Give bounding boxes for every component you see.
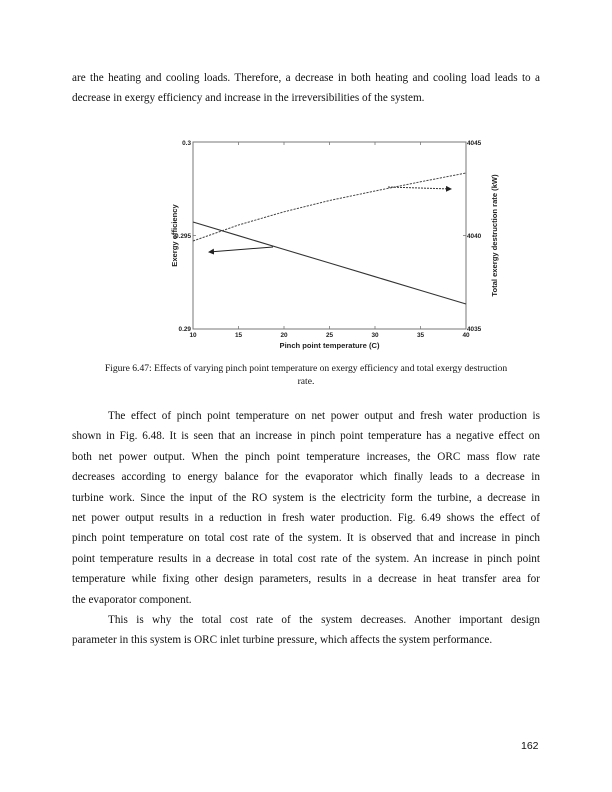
text-line: are the heating and cooling loads. Therefore, a decrease in both heating and cooling load leads to a (72, 72, 540, 84)
text-line: the evaporator component. (72, 593, 192, 606)
y-tick-label: 0.3 (182, 140, 191, 147)
x-tick-label: 20 (280, 332, 288, 339)
text-line: pinch point temperature on total cost rate of the system. It is observed that and increase in pinch (72, 532, 540, 545)
figure-caption (72, 362, 540, 388)
x-tick-label: 25 (325, 332, 334, 339)
caption-line: rate. (297, 376, 315, 387)
page-number: 162 (521, 740, 539, 752)
y-tick-label: 0.29 (178, 326, 191, 333)
x-tick-label: 35 (416, 332, 425, 339)
x-tick-label: 10 (189, 332, 197, 339)
text-line: net power output results in a reduction in fresh water production. Fig. 6.49 shows the effect of (72, 511, 540, 524)
y2-tick-label: 4035 (467, 326, 482, 333)
series-exergy-efficiency (193, 222, 466, 304)
arrow-right-axis (388, 187, 451, 189)
text-line: This is why the total cost rate of the system decreases. Another important design (108, 614, 540, 626)
x-ticks (193, 142, 466, 329)
text-line: decrease in exergy efficiency and increase in the irreversibilities of the system. (72, 92, 425, 105)
text-line: The effect of pinch point temperature on net power output and fresh water production is (108, 410, 540, 422)
figure-chart (0, 0, 612, 360)
series-exergy-destruction (193, 173, 466, 241)
x-tick-label: 40 (462, 332, 470, 339)
plot-area (193, 142, 466, 329)
y-axis-label: Exergy efficiency (170, 204, 179, 267)
paragraph-3 (72, 610, 540, 651)
y-tick-label: 0.295 (175, 233, 191, 240)
x-axis-label: Pinch point temperature (C) (279, 341, 380, 350)
paragraph-2 (72, 406, 540, 610)
text-line: temperature while fixing other design parameters, results in a decrease in heat transfer area for (72, 573, 540, 586)
arrow-left-axis (209, 247, 273, 252)
text-line: parameter in this system is ORC inlet turbine pressure, which affects the system performance. (72, 634, 493, 647)
text-line: turbine work. Since the input of the RO system is the electricity form the turbine, a decrease in (72, 491, 540, 504)
text-line: decreases according to energy balance for the evaporator which finally leads to a decrease in (72, 471, 540, 484)
x-tick-labels (189, 332, 470, 339)
y2-tick-labels (467, 140, 482, 333)
text-line: point temperature results in a decrease in total cost rate of the system. An increase in pinch point (72, 552, 540, 565)
text-line: shown in Fig. 6.48. It is seen that an increase in pinch point temperature has a negative effect on (72, 430, 540, 443)
y2-axis-label: Total exergy destruction rate (kW) (490, 174, 499, 297)
caption-line: Figure 6.47: Effects of varying pinch point temperature on exergy efficiency and total exergy destruction (104, 363, 508, 374)
x-tick-label: 30 (371, 332, 379, 339)
y2-tick-label: 4040 (467, 233, 482, 240)
y2-tick-label: 4045 (467, 140, 482, 147)
x-tick-label: 15 (234, 332, 243, 339)
text-line: both net power output. When the pinch point temperature increases, the ORC mass flow rate (72, 450, 540, 463)
